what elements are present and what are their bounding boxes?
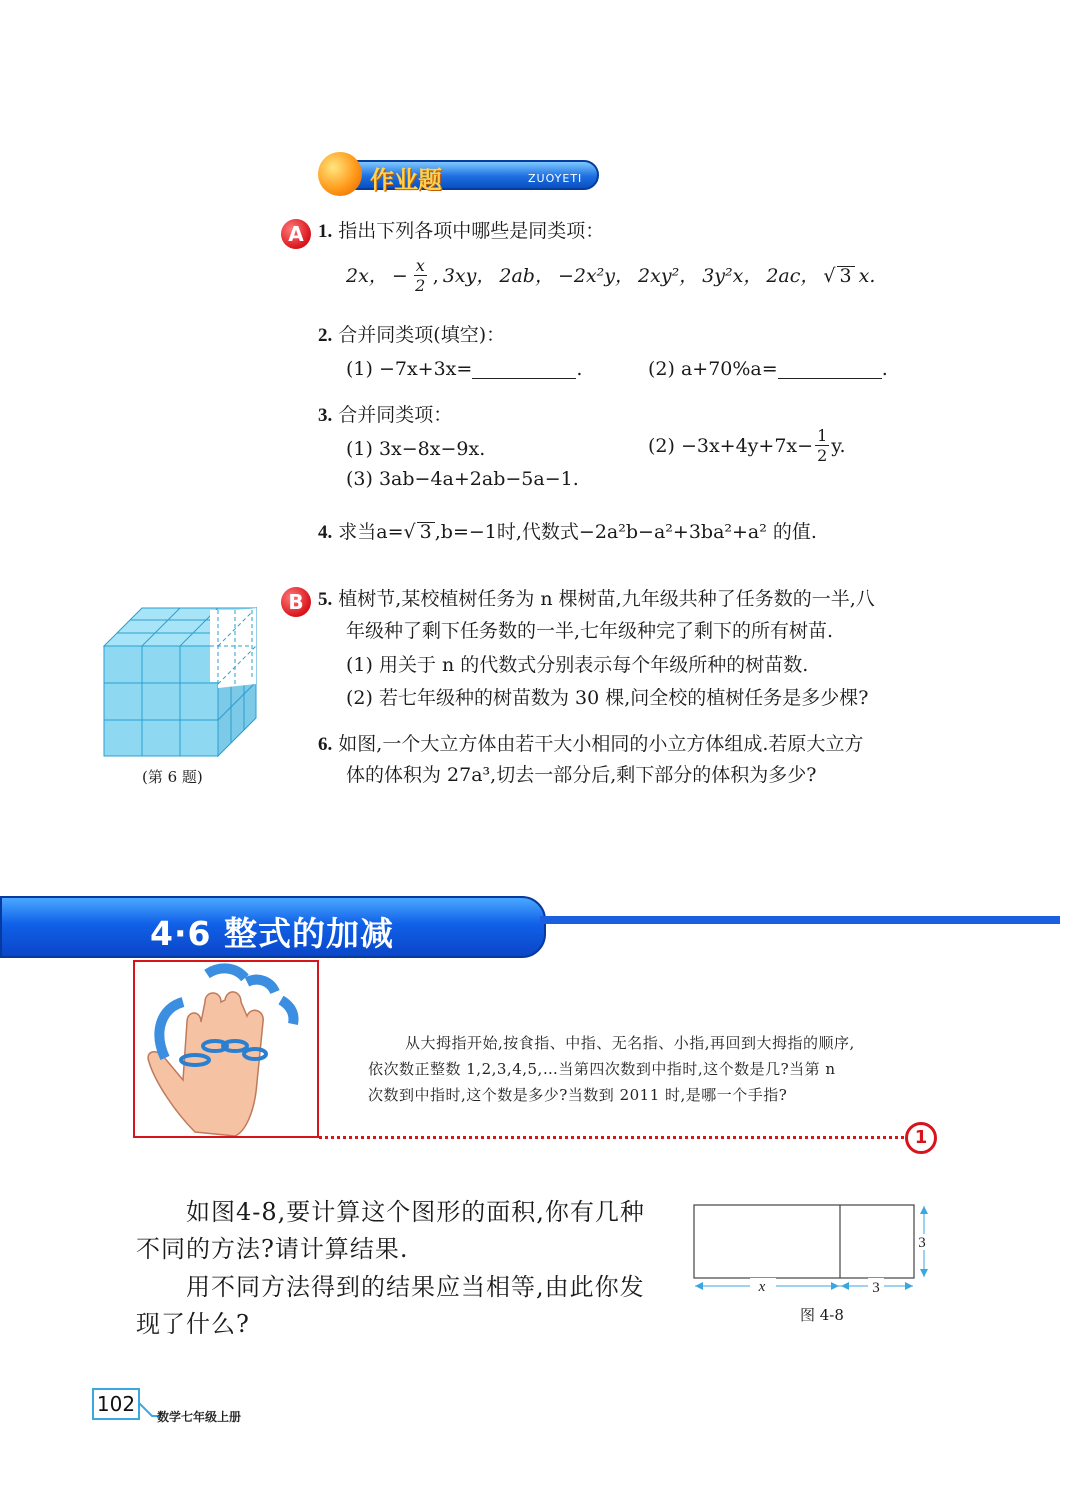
intro-line-1: 从大拇指开始,按食指、中指、无名指、小指,再回到大拇指的顺序,	[405, 1034, 855, 1052]
q5-line-1: 5. 植树节,某校植树任务为 n 棵树苗,九年级共种了任务数的一半,八	[318, 588, 875, 610]
body-line-3: 用不同方法得到的结果应当相等,由此你发	[186, 1273, 645, 1301]
hand-illustration-box	[133, 960, 319, 1138]
fig48-label-3-bottom: 3	[872, 1280, 880, 1296]
body-line-4: 现了什么?	[136, 1310, 250, 1338]
level-a-badge: A	[281, 219, 311, 249]
q1-term-3: 2ab，	[499, 264, 554, 287]
step-marker: 1	[905, 1122, 937, 1154]
q1-term-7: 2ac，	[766, 264, 820, 287]
fig48-label-x: x	[758, 1279, 766, 1295]
q6-number: 6.	[318, 734, 333, 755]
page-number: 102	[92, 1388, 140, 1420]
q5-line-2: 年级种了剩下任务数的一半,七年级种完了剩下的所有树苗.	[346, 620, 834, 642]
orange-ball-icon	[318, 152, 362, 196]
figure-4-8	[690, 1200, 935, 1300]
homework-subtitle: ZUOYETI	[528, 172, 583, 185]
q1-term-2: 3xy，	[442, 264, 496, 287]
q1-term-6: 3y²x，	[702, 264, 763, 287]
q2-prompt: 合并同类项(填空)：	[338, 324, 506, 346]
q1-sqrt: 3	[837, 266, 855, 286]
q5-part-1: (1) 用关于 n 的代数式分别表示每个年级所种的树苗数.	[346, 654, 809, 676]
q4-line: 4. 求当a=√ 3 ,b=−1时,代数式−2a²b−a²+3ba²+a² 的值.	[318, 521, 817, 543]
fig48-label-3-right: 3	[918, 1235, 926, 1251]
q1-prompt: 指出下列各项中哪些是同类项：	[338, 220, 605, 242]
dotted-divider	[319, 1136, 904, 1139]
book-title: 数学七年级上册	[157, 1410, 242, 1424]
intro-line-2: 依次数正整数 1,2,3,4,5,…当第四次数到中指时,这个数是几?当第 n	[368, 1060, 836, 1078]
q3-line	[318, 406, 452, 425]
level-b-badge: B	[281, 587, 311, 617]
section-title: 4·6 整式的加减	[150, 914, 394, 953]
body-line-1: 如图4-8,要计算这个图形的面积,你有几种	[186, 1198, 645, 1226]
q1-number: 1.	[318, 221, 333, 242]
q5-part-2: (2) 若七年级种的树苗数为 30 棵,问全校的植树任务是多少棵?	[346, 687, 869, 709]
q2-part-1: (1) −7x+3x= .	[346, 358, 583, 380]
q1-terms: 2x， − $\frac{x}{2}$ , 3xy， 2ab， −2x²y， 2xy²， 3y²x， 2ac， √ 3 x.	[346, 256, 876, 295]
intro-line-3: 次数到中指时,这个数是多少?当数到 2011 时,是哪一个手指?	[368, 1086, 788, 1104]
q1-term-1: 2x，	[346, 264, 388, 287]
q3-prompt: 合并同类项：	[338, 404, 453, 426]
q2-number: 2.	[318, 325, 333, 346]
q2-line	[318, 326, 505, 345]
q1-line	[318, 222, 604, 241]
q6-line-2: 体的体积为 27a³,切去一部分后,剩下部分的体积为多少?	[346, 764, 817, 786]
q1-fraction: $\frac{x}{2}$	[415, 256, 426, 295]
cube-figure	[100, 604, 260, 760]
q1-term-4: −2x²y，	[557, 264, 635, 287]
q3-number: 3.	[318, 405, 333, 426]
q3-part-1: (1) 3x−8x−9x.	[346, 438, 486, 460]
q3-fraction: $\frac{1}{2}$	[817, 426, 828, 465]
q2-blank-1	[472, 361, 576, 379]
q2-part-2: (2) a+70%a= .	[648, 358, 888, 380]
hand-counting-icon	[135, 962, 317, 1136]
section-band-line	[540, 916, 1060, 924]
q4-number: 4.	[318, 522, 333, 543]
q6-line-1: 6. 如图,一个大立方体由若干大小相同的小立方体组成.若原大立方	[318, 733, 864, 755]
body-line-2: 不同的方法?请计算结果.	[136, 1235, 409, 1263]
cube-figure-caption: (第 6 题)	[142, 768, 203, 786]
q3-part-3: (3) 3ab−4a+2ab−5a−1.	[346, 468, 579, 490]
q3-part-2: (2) −3x+4y+7x− $\frac{1}{2}$ y.	[648, 426, 846, 465]
homework-title: 作业题	[370, 166, 442, 194]
figure-4-8-caption: 图 4-8	[800, 1306, 844, 1324]
q4-sqrt: 3	[417, 522, 435, 542]
q1-term-5: 2xy²，	[638, 264, 699, 287]
q2-blank-2	[778, 361, 882, 379]
q5-number: 5.	[318, 589, 333, 610]
